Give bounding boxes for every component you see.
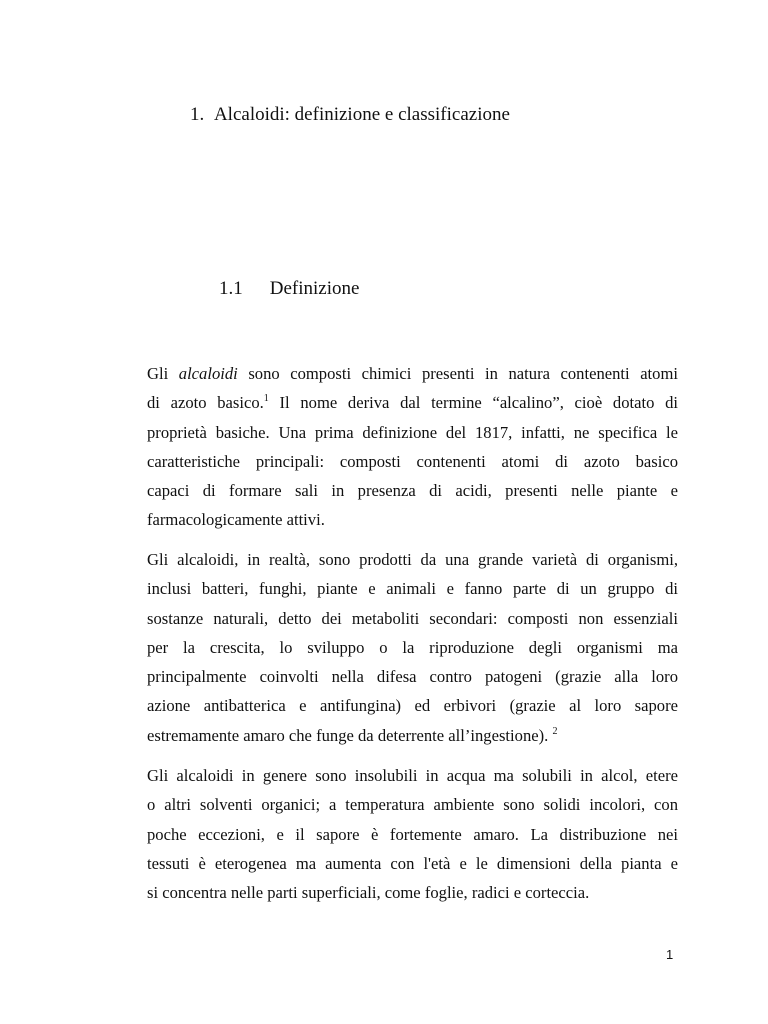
paragraph-line: poche eccezioni, e il sapore è fortemente amaro. La distribuzione nei [147,824,678,844]
chapter-number: 1. [190,104,205,125]
footnote-ref-2[interactable]: 2 [552,725,558,737]
text-run: sono composti chimici presenti in natura contenenti atomi [237,364,678,383]
paragraph-line: proprietà basiche. Una prima definizione del 1817, infatti, ne specifica le [147,422,678,442]
section-title: Definizione [269,278,360,299]
paragraph-line: sostanze naturali, detto dei metaboliti secondari: composti non essenziali [147,608,678,628]
section-number: 1.1 [219,278,243,299]
paragraph-line [147,721,678,750]
chapter-heading [190,102,510,128]
section-heading [219,276,359,302]
paragraph-line: Gli alcaloidi, in realtà, sono prodotti da una grande varietà di organismi, [147,550,678,569]
paragraph-line [147,359,678,388]
text-run: estremamente amaro che funge da deterrente all’ingestione). [147,725,553,745]
paragraph-line: si concentra nelle parti superficiali, come foglie, radici e corteccia. [147,883,590,903]
footnote-ref-1[interactable]: 1 [263,393,269,405]
paragraph-1 [147,359,678,535]
chapter-title: Alcaloidi: definizione e classificazione [213,104,510,125]
text-run: di azoto basico. [147,393,264,413]
paragraph-line: capaci di formare sali in presenza di acidi, presenti nelle piante e [147,481,678,501]
italic-term: alcaloidi [178,364,238,383]
paragraph-2 [147,545,678,750]
paragraph-line: caratteristiche principali: composti contenenti atomi di azoto basico [147,451,678,471]
paragraph-line: tessuti è eterogenea ma aumenta con l'età e le dimensioni della pianta e [147,853,678,873]
page-number: 1 [666,947,674,962]
text-run: Gli [147,364,179,383]
paragraph-line: farmacologicamente attivi. [147,510,325,530]
paragraph-3 [147,761,678,907]
paragraph-line: azione antibatterica e antifungina) ed erbivori (grazie al loro sapore [147,696,678,716]
paragraph-line: Gli alcaloidi in genere sono insolubili in acqua ma solubili in alcol, etere [147,766,678,785]
paragraph-line: inclusi batteri, funghi, piante e animali e fanno parte di un gruppo di [147,579,678,599]
paragraph-line: principalmente coinvolti nella difesa contro patogeni (grazie alla loro [147,667,678,687]
paragraph-line [147,388,678,417]
paragraph-line: o altri solventi organici; a temperatura ambiente sono solidi incolori, con [147,795,678,815]
paragraph-line: per la crescita, lo sviluppo o la riproduzione degli organismi ma [147,637,678,657]
text-run: Il nome deriva dal termine “alcalino”, cioè dotato di [268,393,678,413]
